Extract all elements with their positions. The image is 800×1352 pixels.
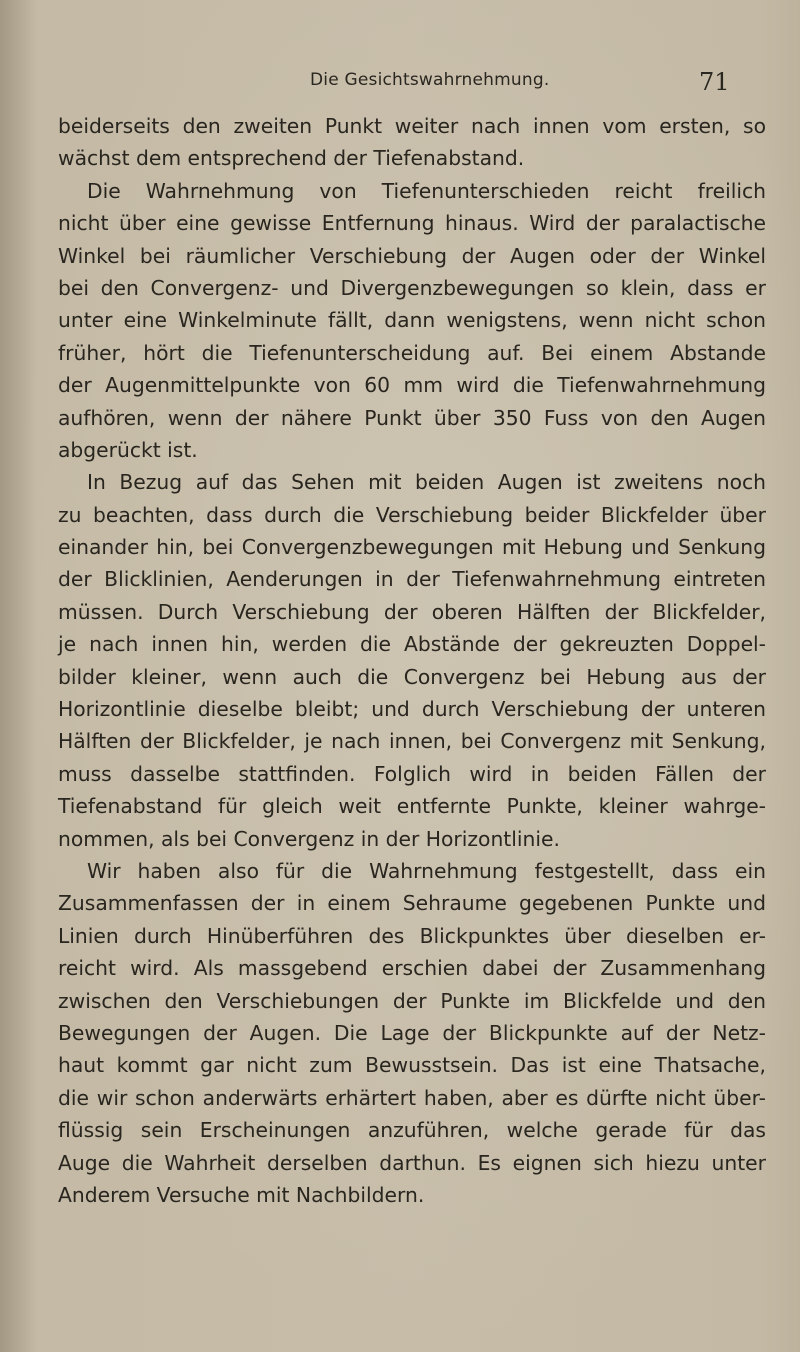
text-line: Anderem Versuche mit Nachbildern.	[58, 1182, 425, 1207]
page-header	[0, 62, 800, 102]
text-line: flüssig sein Erscheinungen anzuführen, welche gerade für das	[58, 1118, 766, 1143]
page-number: 71	[699, 68, 730, 96]
text-line: In Bezug auf das Sehen mit beiden Augen ist zweitens noch	[87, 470, 766, 495]
text-line: früher, hört die Tiefenunterscheidung auf. Bei einem Abstande	[58, 340, 766, 365]
text-line: beiderseits den zweiten Punkt weiter nach innen vom ersten, so	[58, 114, 766, 138]
text-line: unter eine Winkelminute fällt, dann wenigstens, wenn nicht schon	[58, 308, 766, 333]
text-line: der Augenmittelpunkte von 60 mm wird die Tiefenwahrnehmung	[58, 373, 766, 398]
text-line: nommen, als bei Convergenz in der Horizontlinie.	[58, 826, 560, 851]
text-line: zu beachten, dass durch die Verschiebung beider Blickfelder über	[58, 502, 766, 527]
text-line: Hälften der Blickfelder, je nach innen, bei Convergenz mit Senkung,	[58, 729, 766, 754]
text-line: Zusammenfassen der in einem Sehraume gegebenen Punkte und	[58, 891, 766, 916]
text-line: Tiefenabstand für gleich weit entfernte Punkte, kleiner wahrge-	[58, 794, 766, 819]
running-head: Die Gesichtswahrnehmung.	[310, 70, 550, 90]
text-line: Winkel bei räumlicher Verschiebung der Augen oder der Winkel	[58, 243, 766, 268]
text-line: müssen. Durch Verschiebung der oberen Hälften der Blickfelder,	[58, 599, 766, 624]
text-line: Wir haben also für die Wahrnehmung festgestellt, dass ein	[87, 858, 766, 883]
text-line: Auge die Wahrheit derselben darthun. Es eignen sich hiezu unter	[58, 1150, 766, 1175]
text-line: Bewegungen der Augen. Die Lage der Blickpunkte auf der Netz-	[58, 1020, 766, 1045]
text-line: haut kommt gar nicht zum Bewusstsein. Das ist eine Thatsache,	[58, 1053, 766, 1078]
body-text	[58, 110, 766, 1211]
text-line: je nach innen hin, werden die Abstände der gekreuzten Doppel-	[58, 632, 766, 657]
text-line: die wir schon anderwärts erhärtert haben, aber es dürfte nicht über-	[58, 1085, 766, 1110]
text-line: einander hin, bei Convergenzbewegungen mit Hebung und Senkung	[58, 535, 766, 560]
text-line: abgerückt ist.	[58, 437, 198, 462]
text-line: Horizontlinie dieselbe bleibt; und durch Verschiebung der unteren	[58, 697, 766, 722]
text-line: wächst dem entsprechend der Tiefenabstand.	[58, 146, 525, 171]
text-line: reicht wird. Als massgebend erschien dabei der Zusammenhang	[58, 956, 766, 981]
text-line: der Blicklinien, Aenderungen in der Tiefenwahrnehmung eintreten	[58, 567, 766, 592]
text-line: Linien durch Hinüberführen des Blickpunktes über dieselben er-	[58, 923, 766, 948]
text-line: Die Wahrnehmung von Tiefenunterschieden reicht freilich	[87, 178, 766, 203]
text-line: zwischen den Verschiebungen der Punkte im Blickfelde und den	[58, 988, 766, 1013]
text-line: aufhören, wenn der nähere Punkt über 350 Fuss von den Augen	[58, 405, 766, 430]
page-gutter-shadow	[0, 0, 36, 1352]
text-line: muss dasselbe stattfinden. Folglich wird in beiden Fällen der	[58, 761, 766, 786]
text-line: bilder kleiner, wenn auch die Convergenz bei Hebung aus der	[58, 664, 766, 689]
text-line: nicht über eine gewisse Entfernung hinaus. Wird der paralactische	[58, 211, 766, 236]
text-line: bei den Convergenz- und Divergenzbewegungen so klein, dass er	[58, 275, 766, 300]
